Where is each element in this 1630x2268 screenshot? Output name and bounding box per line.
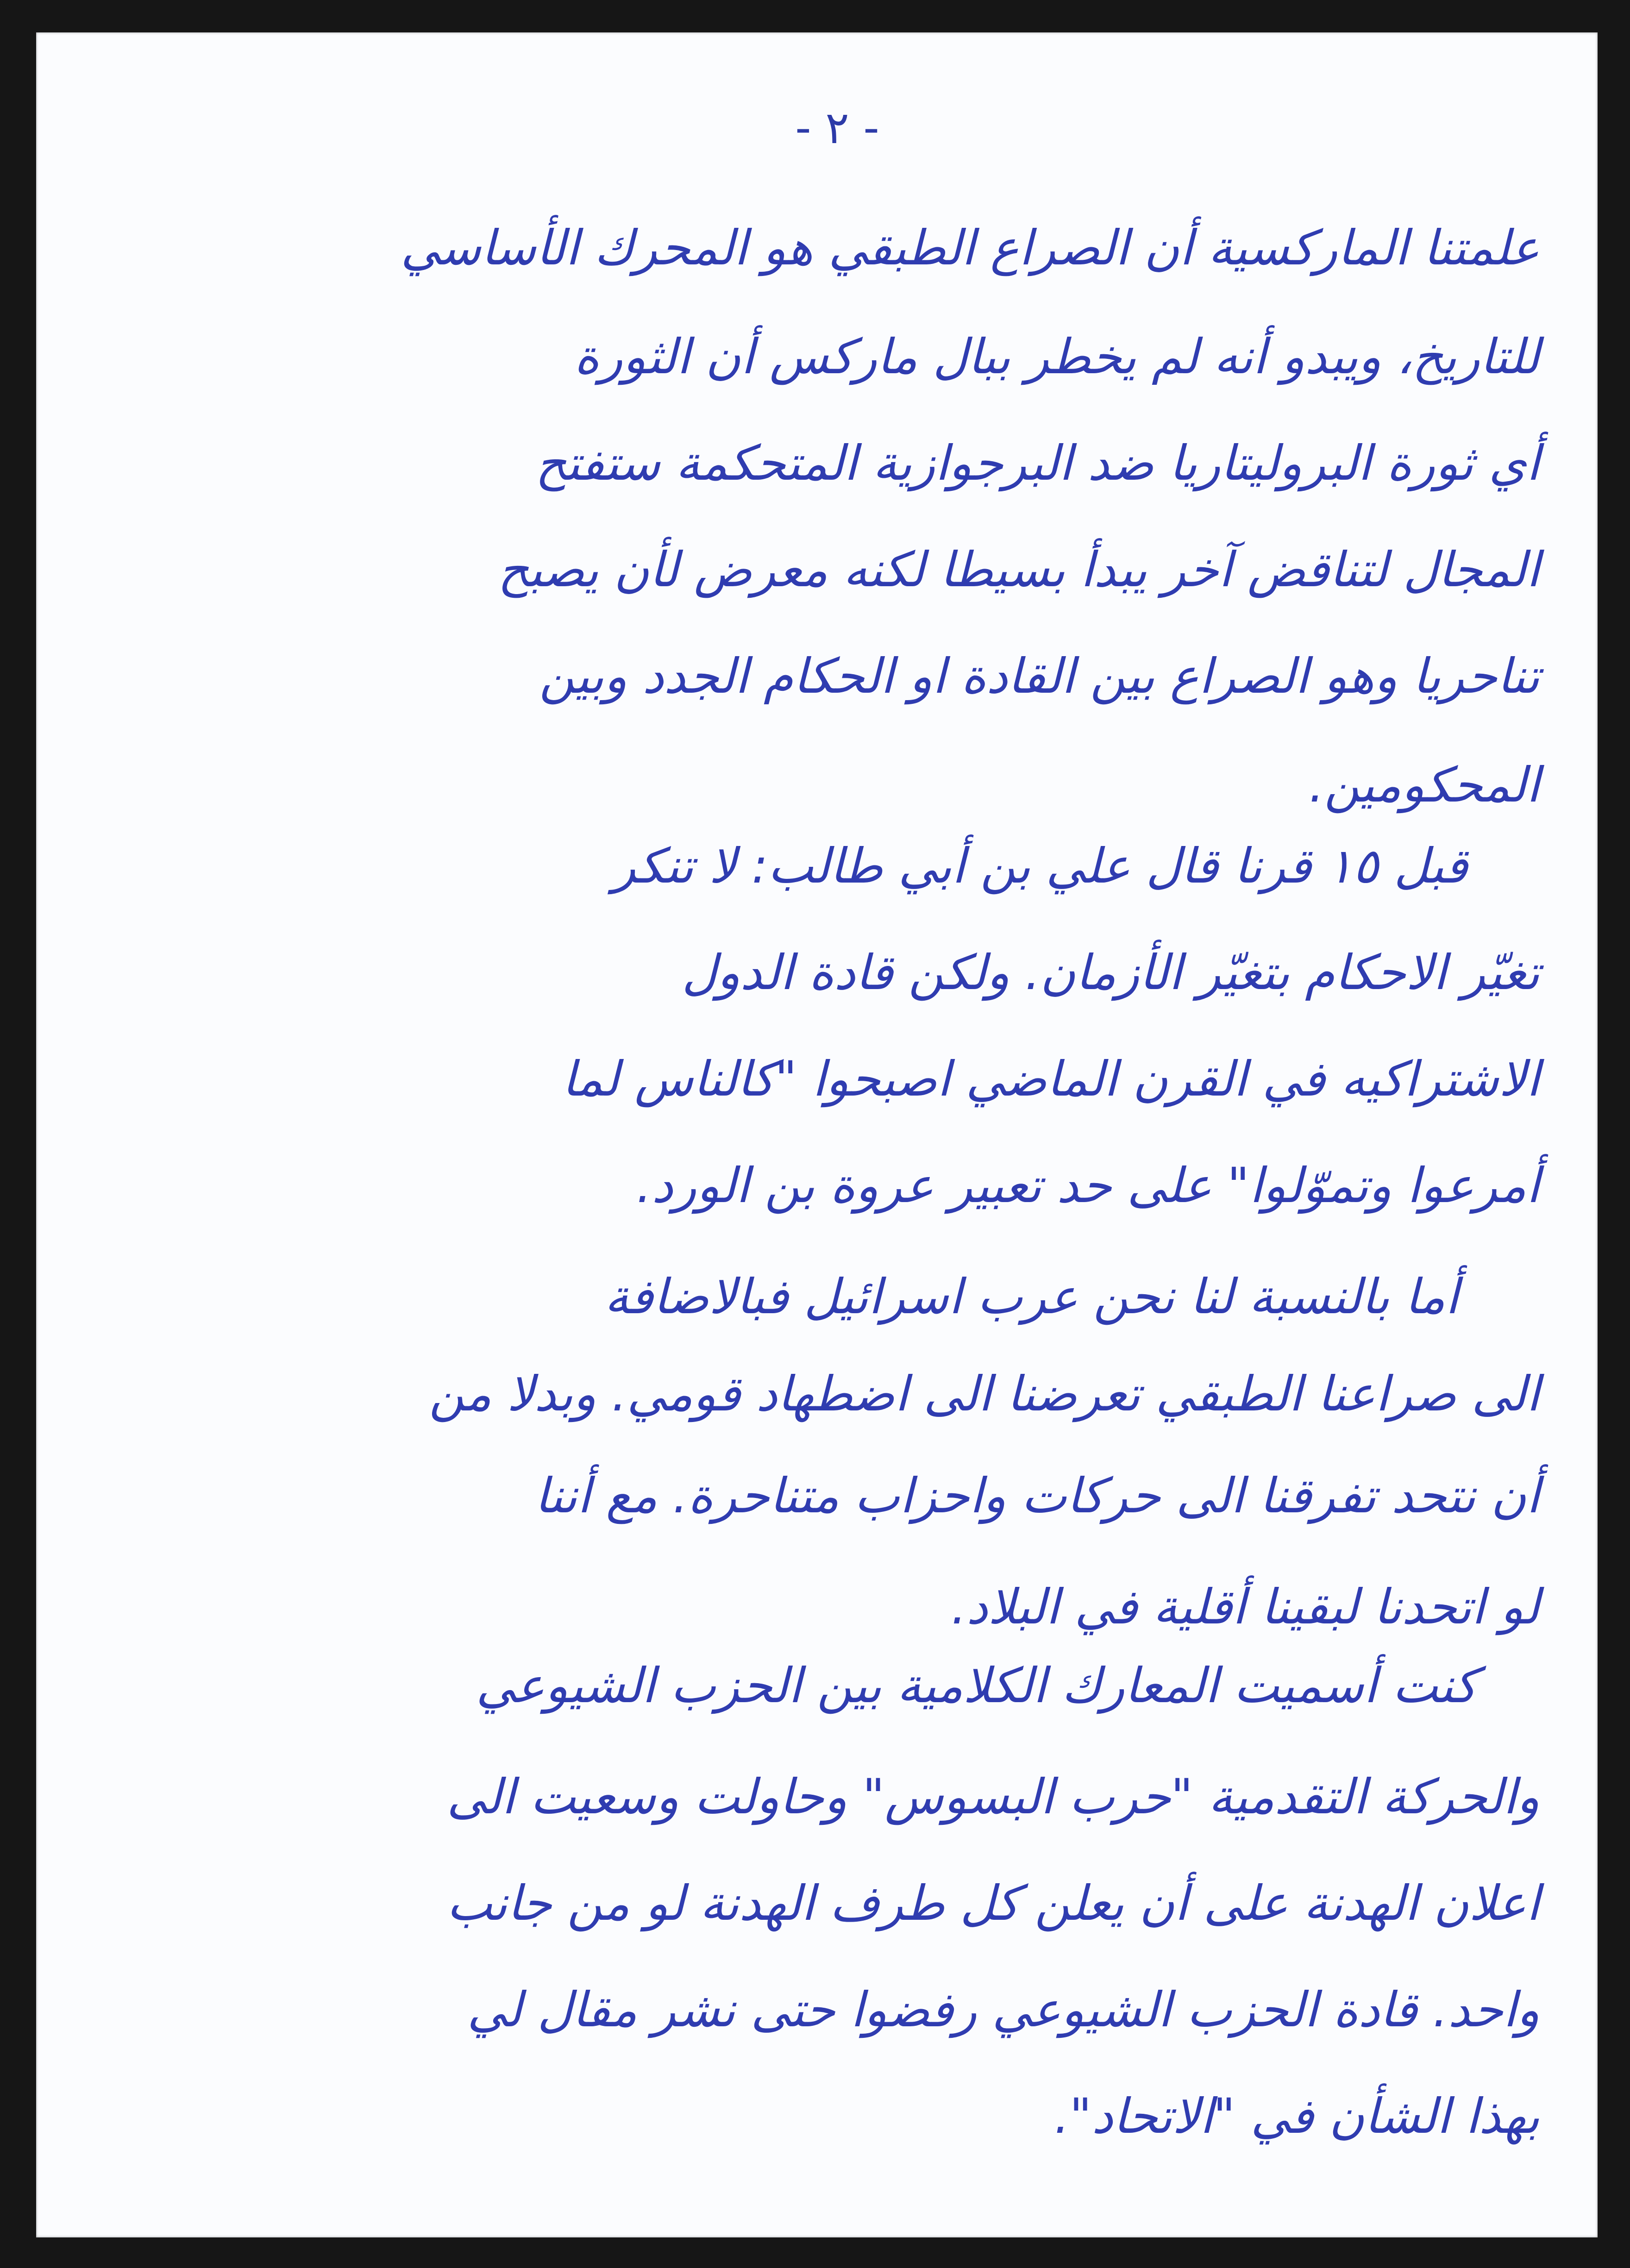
text-line: والحركة التقدمية "حرب البسوس" وحاولت وسعيت الى (446, 1768, 1540, 1825)
text-line: الى صراعنا الطبقي تعرضنا الى اضطهاد قومي. وبدلا من (429, 1366, 1540, 1422)
text-line: اعلان الهدنة على أن يعلن كل طرف الهدنة لو من جانب (446, 1875, 1540, 1931)
text-line: واحد. قادة الحزب الشيوعي رفضوا حتى نشر مقال لي (467, 1981, 1540, 2038)
text-line: تناحريا وهو الصراع بين القادة او الحكام الجدد وبين (539, 648, 1540, 704)
text-line: أما بالنسبة لنا نحن عرب اسرائيل فبالاضافة (604, 1268, 1459, 1325)
text-line: قبل ١٥ قرنا قال علي بن أبي طالب: لا تنكر (612, 838, 1468, 894)
handwritten-text-body (36, 32, 1598, 2237)
text-line: علمتنا الماركسية أن الصراع الطبقي هو المحرك الأساسي (401, 219, 1540, 276)
text-line: المجال لتناقض آخر يبدأ بسيطا لكنه معرض لأن يصبح (498, 541, 1540, 598)
text-line: المحكومين. (1309, 757, 1540, 813)
text-line: أن نتحد تفرقنا الى حركات واحزاب متناحرة. مع أننا (534, 1467, 1540, 1524)
text-line: الاشتراكيه في القرن الماضي اصبحوا "كالناس لما (562, 1051, 1540, 1107)
text-line: بهذا الشأن في "الاتحاد". (1054, 2088, 1540, 2144)
text-line: تغيّر الاحكام بتغيّر الأزمان. ولكن قادة الدول (682, 944, 1540, 1001)
text-line: أي ثورة البروليتاريا ضد البرجوازية المتحكمة ستفتح (535, 435, 1540, 491)
text-line: أمرعوا وتموّلوا" على حد تعبير عروة بن الورد. (636, 1157, 1540, 1214)
text-line: لو اتحدنا لبقينا أقلية في البلاد. (951, 1579, 1540, 1635)
page-number: - ٢ - (795, 102, 879, 154)
handwritten-letter-page (36, 32, 1598, 2237)
text-line: للتاريخ، ويبدو أنه لم يخطر ببال ماركس أن الثورة (574, 328, 1540, 385)
text-line: كنت أسميت المعارك الكلامية بين الحزب الشيوعي (476, 1657, 1477, 1714)
